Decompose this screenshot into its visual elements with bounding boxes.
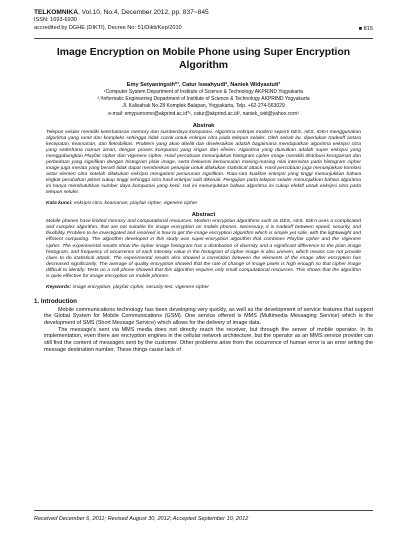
affiliation-1: ¹Computer System Department of Institute of Science & Technology AKPRIND Yogyakarta xyxy=(103,89,304,95)
header-rule xyxy=(34,38,373,39)
abstract-text: Mobile phones have limited memory and computational resources. Modern encryption algorithms such as DES, AES, IDEA uses a complicated and complex algorithm, that are not suitable for image encryption on mobile phones. Necessary, it is tradeoff between speed, security, and flexibility. Problem to be investigated and resolved is how to get the image encryption algorithm which is simple yet safe, with the lightweight and efficient computing. The algorithm developed in this study was super-encryption algorithm that combines Playfair cipher and the Vigenere cipher. The experimental results show the cipher image histogram has a distribution of diversity and a significant difference to the plain image histogram, and frequency of occurrence of each intensity value in the histogram of cipher image is also uneven, which means can not provide clues to do statistical attack. The experimental results also showed a correlation between the elements of the image after encryption has decreased significantly. The average of quality encryption showed that the rate of change of image pixels is high enough so that cipher image difficult to identify. Tests on a cell phone showed that this algorithm requires only small computational resources. This shows that the algorithm is quite effective for image encryption on mobile phones. xyxy=(46,219,361,279)
keywords-label: Keywords: xyxy=(46,284,72,290)
abstrak-text: Telepon seluler memiliki keterbatasan memory dan sumberdaya komputasi. Algoritma enkripsi modern seperti DES, AES, IDEA menggunakan algoritma yang rumit dan kompleks sehingga tidak cocok untuk enkripsi citra pada telepon seluler. Oleh sebab itu, diperlukan tradeoff antara kecepatan, keamanan, dan fleksibilitas. Problem yang akan diteliti dan diselesaikan adalah bagaimana mendapatkan algoritma enkripsi citra yang sederhana namun aman, dengan proses komputasi yang ringan dan efisien. Algoritma yang diusulkan adalah super enkripsi yang menggabungkan Playfair cipher dan Vigenere cipher. Hasil percobaan menunjukkan histogram cipher image memiliki distribusi keragaman dan perbedaan yang signifikan dengan histogram plain image, serta frekuensi kemunculan masing-masing nilai intensitas pada histogram cipher image juga merata yang berarti tidak dapat memberikan petunjuk untuk dilakukan statistical attack. Hasil percobaan juga menunjukkan korelasi antar elemen citra setelah dilakukan enkripsi mengalami penurunan signifikan. Rata-rata kualitas enkripsi yang tinggi menunjukkan bahwa tingkat perubahan piksel cukup tinggi sehingga citra hasil enkripsi sulit dikenali. Pengujian pada telepon seluler menunjukkan bahwa algoritma ini hanya membutuhkan sumber daya komputasi yang kecil. Hal ini menunjukkan bahwa algoritma ini cukup efektif untuk enkripsi citra pada telepon seluler. xyxy=(46,129,361,196)
journal-name: TELKOMNIKA xyxy=(34,9,78,16)
affiliation-address: Jl. Kalisahak No.28 Komplek Balapan, Yogyakarta, Telp. +62-274-563029 xyxy=(122,103,285,110)
introduction-body xyxy=(44,307,373,354)
kata-kunci xyxy=(46,201,361,207)
page-number: ■ 815 xyxy=(358,26,373,32)
introduction-paragraph-1: Mobile communications technology has been developing very quickly, as well as the development of service features that support the Global System for Mobile Communications (GSM). One service offered is MMS (Multimedia Messaging Service) which is the development of SMS (Short Message Service) which allows for the delivery of image data. xyxy=(44,306,373,327)
issn: ISSN: 1693-6930 xyxy=(34,17,77,23)
paper-title: Image Encryption on Mobile Phone using Super Encryption Algorithm xyxy=(56,47,351,71)
affiliation-2: ²,³Informatic Engineering Department of Institute of Science & Technology AKPRIND Yogyakarta xyxy=(97,96,310,103)
abstrak-heading: Abstrak xyxy=(192,122,215,129)
journal-header xyxy=(34,8,373,36)
kata-kunci-values: enkripsi citra, keamanan, playfair cipher, vigenere cipher xyxy=(74,201,198,207)
abstract-heading: Abstract xyxy=(191,212,216,219)
footer-rule xyxy=(34,510,373,511)
authors: Emy Setyaningsih*¹, Catur Iswahyudi², Naniek Widyastuti³ xyxy=(126,82,281,88)
kata-kunci-label: Kata kunci: xyxy=(46,201,73,207)
keywords-values: image encryption, playfair cipher, security test, vigenere cipher xyxy=(72,284,210,290)
keywords xyxy=(46,285,361,291)
introduction-paragraph-2: The message's sent via MMS media does not directly reach the receiver, but through the server of mobile operator. In its implementation, even there are encryption engines in the cellular network architecture, but the operator as an MMS service provider can still find the content of messages sent by the customer. Other problems arise from the occurrence of human error is an error writing the message destination number. These things cause lack of xyxy=(44,326,373,353)
section-heading-introduction: 1. Introduction xyxy=(34,297,77,305)
received-dates: Received December 6, 2011; Revised August 30, 2012; Accepted September 10, 2012 xyxy=(34,516,249,522)
page-footer xyxy=(34,510,373,522)
journal-volume: , Vol.10, No.4, December 2012, pp. 837~845 xyxy=(77,9,209,16)
author-emails: e-mail: emypurnomo@akprind.ac.id*¹, catur@akprind.ac.id², naniek_wid@yahoo.com³ xyxy=(108,110,299,117)
accreditation: accredited by DGHE (DIKTI), Decree No: 51/Dikti/Kep/2010 xyxy=(34,24,182,31)
